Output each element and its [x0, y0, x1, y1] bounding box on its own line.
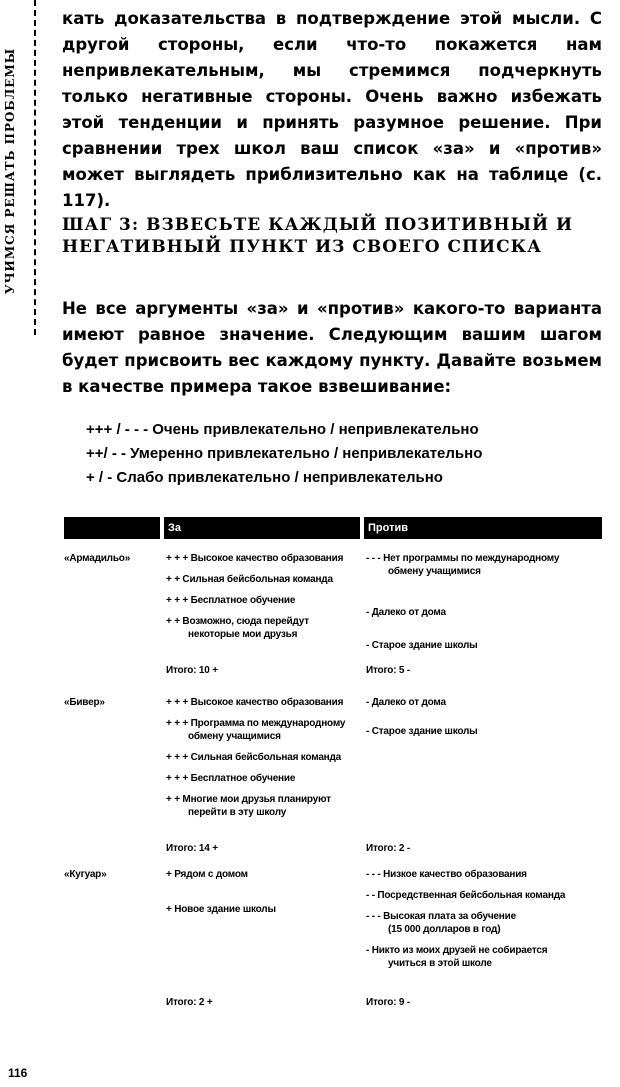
- list-item: - Старое здание школы: [366, 640, 478, 651]
- total-con-armadillo: Итого: 5 -: [366, 665, 410, 676]
- table-header-pro: За: [164, 517, 360, 539]
- list-item: - - Посредственная бейсбольная команда: [366, 890, 566, 901]
- list-item: - Старое здание школы: [366, 726, 478, 737]
- school-name-cougar: «Кугуар»: [64, 869, 107, 880]
- list-item: + Новое здание школы: [166, 904, 276, 915]
- con-list-cougar: [366, 868, 602, 970]
- total-con-cougar: Итого: 9 -: [366, 997, 410, 1008]
- list-item-continuation: обмену учащимися: [188, 731, 281, 742]
- total-con-beaver: Итого: 2 -: [366, 843, 410, 854]
- school-name-armadillo: «Армадильо»: [64, 553, 131, 564]
- list-item: + + + Высокое качество образования: [166, 697, 344, 708]
- pro-list-cougar: [166, 868, 360, 916]
- list-item: + + + Высокое качество образования: [166, 553, 344, 564]
- list-item: - - - Высокая плата за обучение: [366, 911, 516, 922]
- list-item: - Далеко от дома: [366, 697, 446, 708]
- total-pro-beaver: Итого: 14 +: [166, 843, 218, 854]
- weight-scale-item: +++ / - - - Очень привлекательно / непривлекательно: [86, 421, 479, 438]
- paragraph-weighting: Не все аргументы «за» и «против» какого-то варианта имеют равное значение. Следующим вашим шагом будет присвоить вес каждому пункту. Давайте возьмем в качестве примера такое взвешивание:: [62, 299, 602, 396]
- weight-scale-item: ++/ - - Умеренно привлекательно / непривлекательно: [86, 445, 483, 462]
- weight-scale-item: + / - Слабо привлекательно / непривлекательно: [86, 469, 443, 486]
- list-item: + + + Бесплатное обучение: [166, 595, 296, 606]
- pro-list-beaver: [166, 696, 360, 819]
- list-item-continuation: учиться в этой школе: [388, 958, 492, 969]
- list-item: - - - Низкое качество образования: [366, 869, 527, 880]
- table-header-school: [64, 517, 160, 539]
- page-number: 116: [8, 1066, 28, 1080]
- list-item-continuation: некоторые мои друзья: [188, 629, 298, 640]
- list-item: + + + Программа по международному: [166, 718, 346, 729]
- list-item-continuation: (15 000 долларов в год): [388, 924, 501, 935]
- con-list-beaver: [366, 696, 602, 738]
- side-dashed-rule: [34, 0, 36, 335]
- table-header-con: Против: [364, 517, 602, 539]
- weight-scale-list: [86, 418, 606, 490]
- pro-list-armadillo: [166, 552, 360, 641]
- total-pro-armadillo: Итого: 10 +: [166, 665, 218, 676]
- con-list-armadillo: [366, 552, 602, 652]
- list-item: - Никто из моих друзей не собирается: [366, 945, 548, 956]
- list-item: + + + Сильная бейсбольная команда: [166, 752, 342, 763]
- list-item: + + + Бесплатное обучение: [166, 773, 296, 784]
- school-name-beaver: «Бивер»: [64, 697, 105, 708]
- list-item: + Рядом с домом: [166, 869, 248, 880]
- list-item: + + Возможно, сюда перейдут: [166, 616, 309, 627]
- list-item-continuation: перейти в эту школу: [188, 807, 287, 818]
- list-item: - - - Нет программы по международному: [366, 553, 560, 564]
- list-item-continuation: обмену учащимися: [388, 566, 481, 577]
- step-heading: ШАГ 3: ВЗВЕСЬТЕ КАЖДЫЙ ПОЗИТИВНЫЙ И НЕГАТИВНЫЙ ПУНКТ ИЗ СВОЕГО СПИСКА: [62, 215, 574, 257]
- list-item: - Далеко от дома: [366, 607, 446, 618]
- running-title-vertical: УЧИМСЯ РЕШАТЬ ПРОБЛЕМЫ: [3, 47, 17, 295]
- total-pro-cougar: Итого: 2 +: [166, 997, 213, 1008]
- list-item: + + Многие мои друзья планируют: [166, 794, 331, 805]
- paragraph-intro: кать доказательства в подтверждение этой мысли. С другой стороны, если что-то покажется нам непривлекательным, мы стремимся подчеркнуть только негативные стороны. Очень важно избежать этой тенденции и принять разумное решение. При сравнении трех школ ваш список «за» и «против» может выглядеть приблизительно как на таблице (с. 117).: [62, 9, 602, 210]
- list-item: + + Сильная бейсбольная команда: [166, 574, 333, 585]
